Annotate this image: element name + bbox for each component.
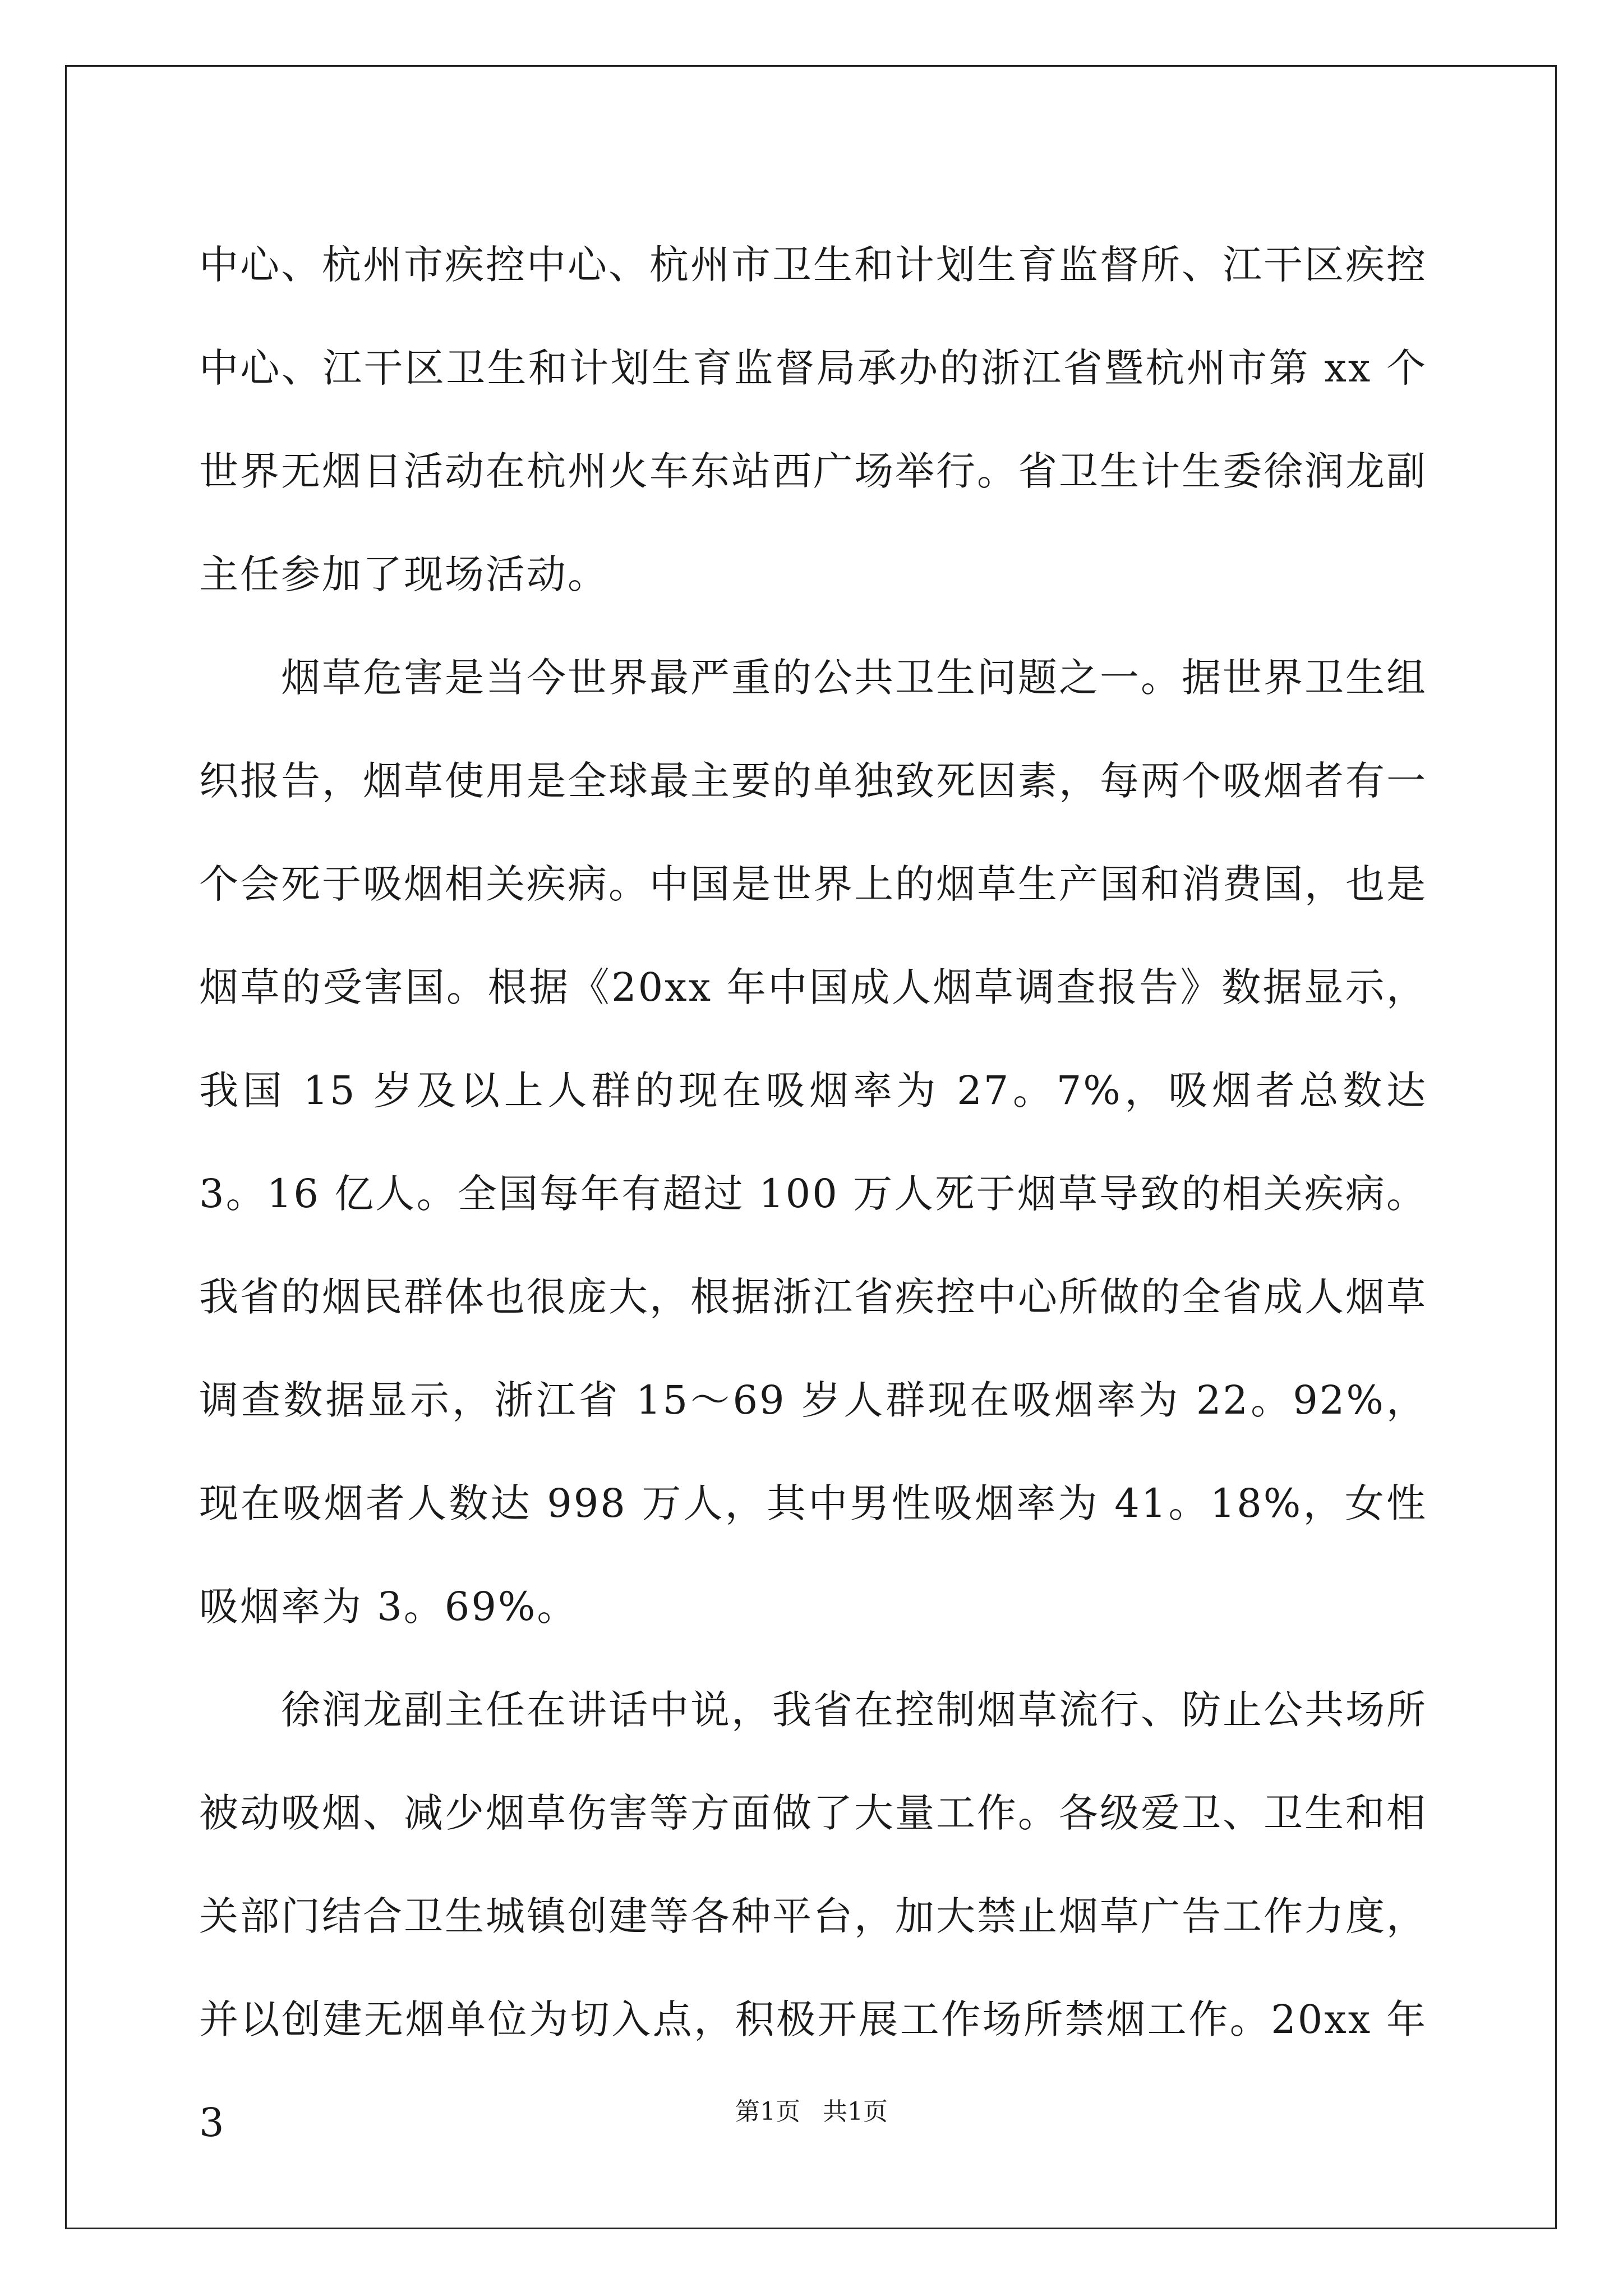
page-number: 第1页 [735, 2097, 800, 2126]
page-footer [0, 2095, 1623, 2129]
document-body [199, 213, 1427, 2174]
page-total: 共1页 [823, 2097, 888, 2126]
paragraph-3: 徐润龙副主任在讲话中说，我省在控制烟草流行、防止公共场所被动吸烟、减少烟草伤害等方面做了大量工作。各级爱卫、卫生和相关部门结合卫生城镇创建等各种平台，加大禁止烟草广告工作力度，并以创建无烟单位为切入点，积极开展工作场所禁烟工作。20xx 年 3 [199, 1687, 1427, 2146]
paragraph-2: 烟草危害是当今世界最严重的公共卫生问题之一。据世界卫生组织报告，烟草使用是全球最主要的单独致死因素，每两个吸烟者有一个会死于吸烟相关疾病。中国是世界上的烟草生产国和消费国，也是烟草的受害国。根据《20xx 年中国成人烟草调查报告》数据显示，我国 15 岁及以上人群的现在吸烟率为 27。7%，吸烟者总数达 3。16 亿人。全国每年有超过 100 万人死于烟草导致的相关疾病。我省的烟民群体也很庞大，根据浙江省疾控中心所做的全省成人烟草调查数据显示，浙江省 15～69 岁人群现在吸烟率为 22。92%，现在吸烟者人数达 998 万人，其中男性吸烟率为 41。18%，女性吸烟率为 3。69%。 [199, 655, 1427, 1630]
paragraph-1: 中心、杭州市疾控中心、杭州市卫生和计划生育监督所、江干区疾控中心、江干区卫生和计划生育监督局承办的浙江省暨杭州市第 xx 个世界无烟日活动在杭州火车东站西广场举行。省卫生计生委徐润龙副主任参加了现场活动。 [199, 242, 1427, 597]
